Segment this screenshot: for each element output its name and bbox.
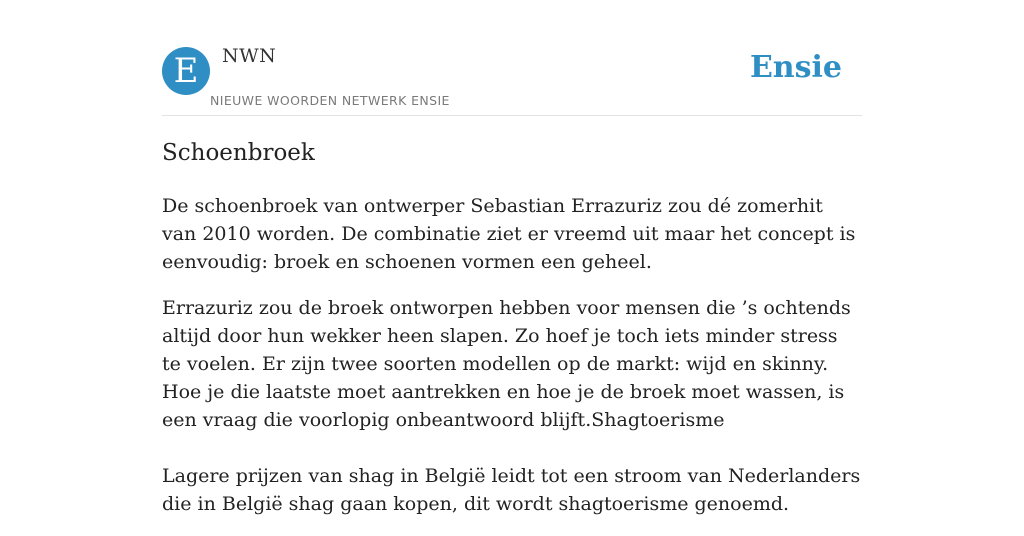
article-paragraph: Lagere prijzen van shag in België leidt tot een stroom van Nederlanders die in België shag gaan kopen, dit wordt shagtoerisme genoemd. (162, 465, 861, 515)
site-name[interactable]: NWN (222, 45, 277, 67)
article-paragraph: De schoenbroek van ontwerper Sebastian Errazuriz zou dé zomerhit van 2010 worden. De combinatie ziet er vreemd uit maar het concept is eenvoudig: broek en schoenen vormen een geheel. (162, 195, 856, 273)
site-logo[interactable]: E (162, 47, 210, 95)
article-body (162, 192, 862, 536)
page-container (162, 0, 862, 515)
ensie-brand-link[interactable]: Ensie (749, 50, 842, 85)
article-paragraph: Errazuriz zou de broek ontworpen hebben voor mensen die ’s ochtends altijd door hun wekker heen slapen. Zo hoef je toch iets minder stress te voelen. Er zijn twee soorten modellen op de markt: wijd en skinny. Hoe je die laatste moet aantrekken en hoe je de broek moet wassen, is een vraag die voorlopig onbeantwoord blijft.Shagtoerisme (162, 297, 851, 431)
site-header (162, 0, 862, 116)
article-title: Schoenbroek (162, 140, 315, 166)
site-tagline: NIEUWE WOORDEN NETWERK ENSIE (210, 93, 450, 108)
